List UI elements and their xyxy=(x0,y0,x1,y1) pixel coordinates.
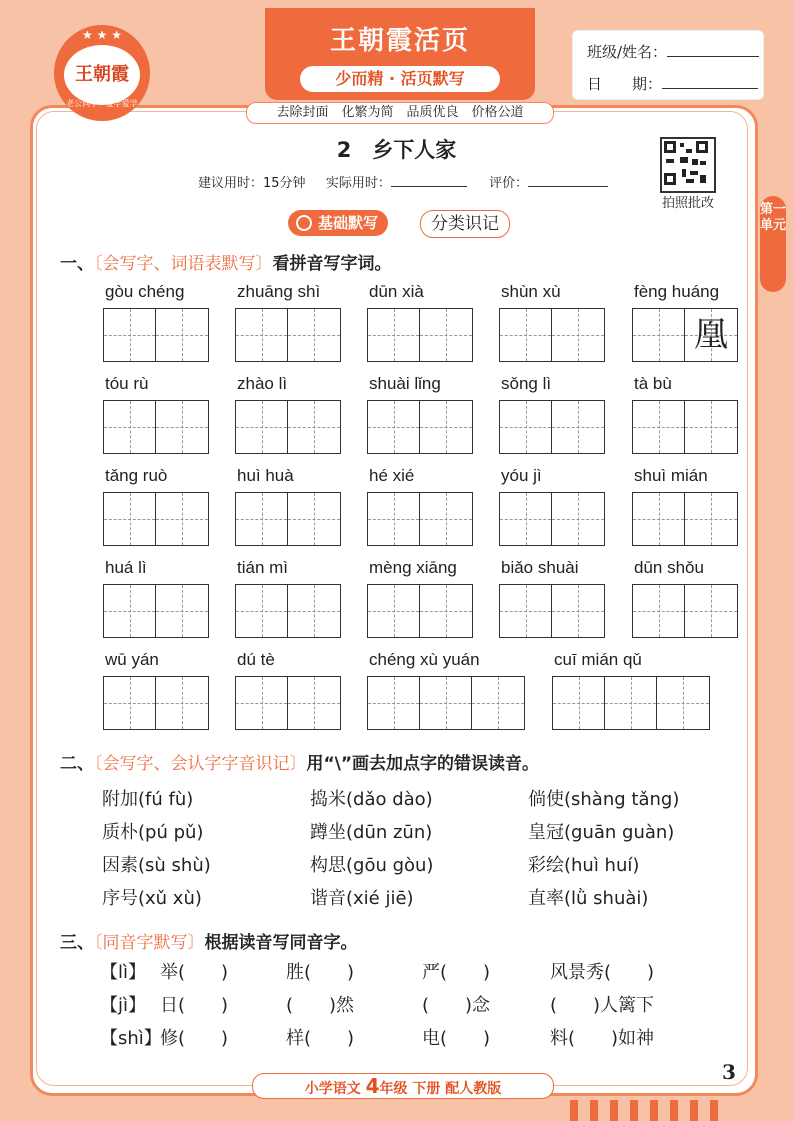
q3-bracket: 〔同音字默写〕 xyxy=(94,933,205,953)
writing-cells xyxy=(499,400,605,454)
writing-cells xyxy=(499,308,605,362)
pinyin-label: huá lì xyxy=(105,558,147,577)
pinyin-label: tián mì xyxy=(237,558,289,577)
writing-cell[interactable] xyxy=(104,309,156,361)
cell-char xyxy=(553,677,604,729)
section-badge-sub: 分类识记 xyxy=(420,210,510,238)
footer-bar xyxy=(252,1073,554,1099)
writing-cells xyxy=(632,308,738,362)
footer-subject: 小学语文 xyxy=(304,1081,361,1097)
cell-char xyxy=(288,309,340,361)
cell-char xyxy=(552,585,604,637)
writing-cell[interactable] xyxy=(368,677,420,729)
pronunciation-item[interactable]: 构思(gōu gòu) xyxy=(310,855,434,876)
pronunciation-item[interactable]: 序号(xǔ xù) xyxy=(102,888,202,909)
writing-cell[interactable] xyxy=(420,585,472,637)
crown-icon: ★ ★ ★ xyxy=(82,28,122,42)
cell-char xyxy=(420,309,472,361)
q2-bracket: 〔会写字、会认字字音识记〕 xyxy=(94,754,307,774)
writing-cell[interactable] xyxy=(104,401,156,453)
cell-char xyxy=(236,493,287,545)
cell-char xyxy=(156,585,208,637)
writing-cell[interactable] xyxy=(368,401,420,453)
tagline: 去除封面 化繁为简 品质优良 价格公道 xyxy=(246,102,554,124)
writing-cell[interactable] xyxy=(633,401,685,453)
writing-cell[interactable] xyxy=(685,309,737,361)
writing-cell[interactable] xyxy=(685,585,737,637)
homophone-blank[interactable]: ( )人篱下 xyxy=(550,995,655,1016)
writing-cell[interactable] xyxy=(420,401,472,453)
cell-char xyxy=(500,309,551,361)
cell-char xyxy=(633,493,684,545)
q2-heading xyxy=(60,749,539,774)
writing-cells xyxy=(367,308,473,362)
writing-cells xyxy=(499,492,605,546)
writing-cell[interactable] xyxy=(633,309,685,361)
pinyin-label: biǎo shuài xyxy=(501,558,579,577)
unit-side-tab: 第一单元 xyxy=(760,196,786,292)
homophone-blank[interactable]: 修( ) xyxy=(160,1028,229,1049)
writing-cell[interactable] xyxy=(500,585,552,637)
writing-cells xyxy=(103,308,209,362)
cell-char xyxy=(288,401,340,453)
writing-cell[interactable] xyxy=(368,585,420,637)
writing-cell[interactable] xyxy=(236,677,288,729)
writing-cell[interactable] xyxy=(633,493,685,545)
pinyin-label: dú tè xyxy=(237,650,275,669)
cell-char xyxy=(552,401,604,453)
writing-cells xyxy=(235,492,341,546)
writing-cell[interactable] xyxy=(552,585,604,637)
writing-cells xyxy=(367,492,473,546)
pronunciation-item[interactable]: 附加(fú fù) xyxy=(102,789,194,810)
writing-cells xyxy=(367,584,473,638)
cell-char xyxy=(657,677,709,729)
cell-char xyxy=(368,585,419,637)
cell-char xyxy=(420,401,472,453)
cell-char xyxy=(472,677,524,729)
cell-char xyxy=(236,309,287,361)
cell-char xyxy=(552,309,604,361)
pronunciation-item[interactable]: 直率(lǜ shuài) xyxy=(528,888,649,909)
cell-char xyxy=(104,493,155,545)
page-number: 3 xyxy=(722,1060,736,1084)
writing-cell[interactable] xyxy=(288,493,340,545)
writing-cell[interactable] xyxy=(156,677,208,729)
writing-cell[interactable] xyxy=(156,401,208,453)
pinyin-label: tà bù xyxy=(634,374,672,393)
writing-cell[interactable] xyxy=(500,401,552,453)
cell-char xyxy=(288,677,340,729)
footer-term: 下册 xyxy=(412,1081,441,1097)
writing-cell[interactable] xyxy=(236,585,288,637)
cell-char xyxy=(156,401,208,453)
writing-cells xyxy=(552,676,710,730)
cell-char xyxy=(420,585,472,637)
writing-cell[interactable] xyxy=(552,309,604,361)
evaluation-label: 评价： xyxy=(489,176,529,191)
homophone-blank[interactable]: 胜( ) xyxy=(286,962,355,983)
pinyin-label: yóu jì xyxy=(501,466,542,485)
medal-icon xyxy=(296,215,312,231)
cell-char xyxy=(420,677,471,729)
pinyin-label: huì huà xyxy=(237,466,294,485)
writing-cell[interactable] xyxy=(500,493,552,545)
writing-cells xyxy=(235,676,341,730)
homophone-blank[interactable]: 料( )如神 xyxy=(550,1028,655,1049)
pinyin-label: shùn xù xyxy=(501,282,561,301)
cell-char xyxy=(236,677,287,729)
writing-cells xyxy=(632,492,738,546)
homophone-pinyin: 【jì】 xyxy=(100,995,147,1016)
cell-char xyxy=(368,401,419,453)
pinyin-label: chéng xù yuán xyxy=(369,650,480,669)
writing-cell[interactable] xyxy=(236,309,288,361)
writing-cell[interactable] xyxy=(368,493,420,545)
pinyin-label: dūn xià xyxy=(369,282,424,301)
writing-cell[interactable] xyxy=(685,401,737,453)
writing-cell[interactable] xyxy=(288,401,340,453)
writing-cell[interactable] xyxy=(156,493,208,545)
homophone-blank[interactable]: 风景秀( ) xyxy=(550,962,655,983)
q3-heading xyxy=(60,928,358,953)
homophone-blank[interactable]: 样( ) xyxy=(286,1028,355,1049)
q3-prefix: 三、 xyxy=(60,933,94,953)
cell-char xyxy=(633,309,684,361)
cell-char xyxy=(156,493,208,545)
cell-char xyxy=(156,677,208,729)
cell-char xyxy=(420,493,472,545)
writing-cell[interactable] xyxy=(288,677,340,729)
footer-stripes xyxy=(570,1100,720,1121)
writing-cell[interactable] xyxy=(236,493,288,545)
writing-cell[interactable] xyxy=(288,309,340,361)
q2-instruction: 用“\”画去加点字的错误读音。 xyxy=(306,754,540,774)
q1-instruction: 看拼音写字词。 xyxy=(272,254,392,274)
cell-char xyxy=(685,401,737,453)
writing-cells xyxy=(367,676,525,730)
q3-instruction: 根据读音写同音字。 xyxy=(204,933,358,953)
pinyin-label: tóu rù xyxy=(105,374,149,393)
writing-cell[interactable] xyxy=(104,585,156,637)
q1-prefix: 一、 xyxy=(60,254,94,274)
cell-char xyxy=(104,677,155,729)
pinyin-label: hé xié xyxy=(369,466,415,485)
writing-cell[interactable] xyxy=(605,677,657,729)
pinyin-label: gòu chéng xyxy=(105,282,185,301)
writing-cell[interactable] xyxy=(236,401,288,453)
pinyin-label: wū yán xyxy=(105,650,159,669)
cell-char xyxy=(552,493,604,545)
writing-cell[interactable] xyxy=(685,493,737,545)
writing-cell[interactable] xyxy=(368,309,420,361)
pinyin-label: tǎng ruò xyxy=(105,466,168,485)
homophone-pinyin: 【shì】 xyxy=(100,1028,162,1049)
cell-char xyxy=(236,401,287,453)
q1-heading xyxy=(60,249,392,274)
cell-char xyxy=(156,309,208,361)
cell-char xyxy=(104,585,155,637)
date-row xyxy=(587,73,758,94)
cell-char xyxy=(633,401,684,453)
q2-prefix: 二、 xyxy=(60,754,94,774)
pronunciation-item[interactable]: 皇冠(guān guàn) xyxy=(528,822,675,843)
cell-char: 凰 xyxy=(694,315,728,355)
pronunciation-item[interactable]: 因素(sù shù) xyxy=(102,855,211,876)
cell-char xyxy=(104,401,155,453)
writing-cell[interactable] xyxy=(552,401,604,453)
writing-cells xyxy=(235,400,341,454)
section-badge: 基础默写 xyxy=(288,210,388,236)
name-date-box xyxy=(572,30,764,100)
cell-char xyxy=(500,493,551,545)
writing-cell[interactable] xyxy=(657,677,709,729)
date-blank[interactable] xyxy=(662,88,758,89)
suggested-time: 建议用时：15分钟 xyxy=(198,176,306,191)
pronunciation-item[interactable]: 蹲坐(dūn zūn) xyxy=(310,822,433,843)
writing-cell[interactable] xyxy=(633,585,685,637)
writing-cell[interactable] xyxy=(288,585,340,637)
qr-label: 拍照批改 xyxy=(661,196,714,211)
writing-cells xyxy=(632,584,738,638)
pinyin-label: shuì mián xyxy=(634,466,708,485)
pinyin-label: zhào lì xyxy=(237,374,288,393)
footer-edition: 配人教版 xyxy=(445,1081,502,1097)
class-name-row xyxy=(587,41,759,62)
pinyin-label: zhuāng shì xyxy=(237,282,321,301)
footer-grade-num: 4 xyxy=(365,1074,380,1098)
cell-char xyxy=(685,493,737,545)
cell-char xyxy=(368,493,419,545)
writing-cell[interactable] xyxy=(420,493,472,545)
cell-char xyxy=(288,493,340,545)
qr-pattern xyxy=(662,139,710,187)
writing-cell[interactable] xyxy=(500,309,552,361)
pinyin-label: dūn shǒu xyxy=(634,558,704,577)
time-row xyxy=(198,172,608,191)
writing-cells xyxy=(632,400,738,454)
brand-title: 王朝霞活页 xyxy=(329,26,470,56)
writing-cell[interactable] xyxy=(104,493,156,545)
cell-char xyxy=(605,677,656,729)
pinyin-label: shuài lǐng xyxy=(369,374,441,393)
cell-char xyxy=(633,585,684,637)
footer-grade-label: 年级 xyxy=(379,1081,408,1097)
writing-cells xyxy=(103,400,209,454)
cell-char xyxy=(500,401,551,453)
writing-cells xyxy=(103,492,209,546)
class-name-blank[interactable] xyxy=(667,56,759,57)
homophone-blank[interactable]: ( )念 xyxy=(422,995,491,1016)
pinyin-label: sǒng lì xyxy=(501,374,552,393)
brand-subtitle: 少而精 · 活页默写 xyxy=(300,66,500,92)
pronunciation-item[interactable]: 捣米(dǎo dào) xyxy=(310,789,433,810)
logo-tagline: 老公同学 · 爱学爱学 xyxy=(66,99,138,108)
homophone-blank[interactable]: 电( ) xyxy=(422,1028,491,1049)
writing-cell[interactable] xyxy=(472,677,524,729)
writing-cell[interactable] xyxy=(420,677,472,729)
homophone-blank[interactable]: 日( ) xyxy=(160,995,229,1016)
pinyin-label: fèng huáng xyxy=(634,282,720,301)
date-label: 日 期： xyxy=(587,75,663,93)
homophone-blank[interactable]: ( )然 xyxy=(286,995,355,1016)
writing-cells xyxy=(235,308,341,362)
writing-cell[interactable] xyxy=(420,309,472,361)
actual-time-blank[interactable] xyxy=(391,186,467,187)
writing-cell[interactable] xyxy=(156,309,208,361)
cell-char xyxy=(368,309,419,361)
pronunciation-item[interactable]: 彩绘(huì huí) xyxy=(528,855,640,876)
writing-cell[interactable] xyxy=(156,585,208,637)
writing-cells xyxy=(103,676,209,730)
q1-bracket: 〔会写字、词语表默写〕 xyxy=(94,254,273,274)
writing-cell[interactable] xyxy=(553,677,605,729)
pinyin-label: cuī mián qǔ xyxy=(554,650,642,669)
cell-char xyxy=(685,585,737,637)
cell-char xyxy=(500,585,551,637)
homophone-blank[interactable]: 严( ) xyxy=(422,962,491,983)
writing-cells xyxy=(103,584,209,638)
class-name-label: 班级/姓名： xyxy=(587,43,668,61)
writing-cell[interactable] xyxy=(104,677,156,729)
cell-char xyxy=(236,585,287,637)
actual-time-label: 实际用时： xyxy=(325,176,391,191)
pronunciation-item[interactable]: 谐音(xié jiē) xyxy=(310,888,414,909)
pronunciation-item[interactable]: 质朴(pú pǔ) xyxy=(102,822,204,843)
cell-char xyxy=(104,309,155,361)
qr-code-icon[interactable] xyxy=(660,137,716,193)
writing-cells xyxy=(367,400,473,454)
writing-cell[interactable] xyxy=(552,493,604,545)
writing-cells xyxy=(235,584,341,638)
homophone-pinyin: 【lì】 xyxy=(100,962,147,983)
writing-cells xyxy=(499,584,605,638)
pronunciation-item[interactable]: 倘使(shàng tǎng) xyxy=(528,789,680,810)
logo-text: 王朝霞 xyxy=(64,45,140,105)
pinyin-label: mèng xiāng xyxy=(369,558,457,577)
cell-char xyxy=(288,585,340,637)
evaluation-blank[interactable] xyxy=(528,186,608,187)
homophone-blank[interactable]: 举( ) xyxy=(160,962,229,983)
lesson-title: 2 乡下人家 xyxy=(336,138,457,162)
cell-char xyxy=(368,677,419,729)
